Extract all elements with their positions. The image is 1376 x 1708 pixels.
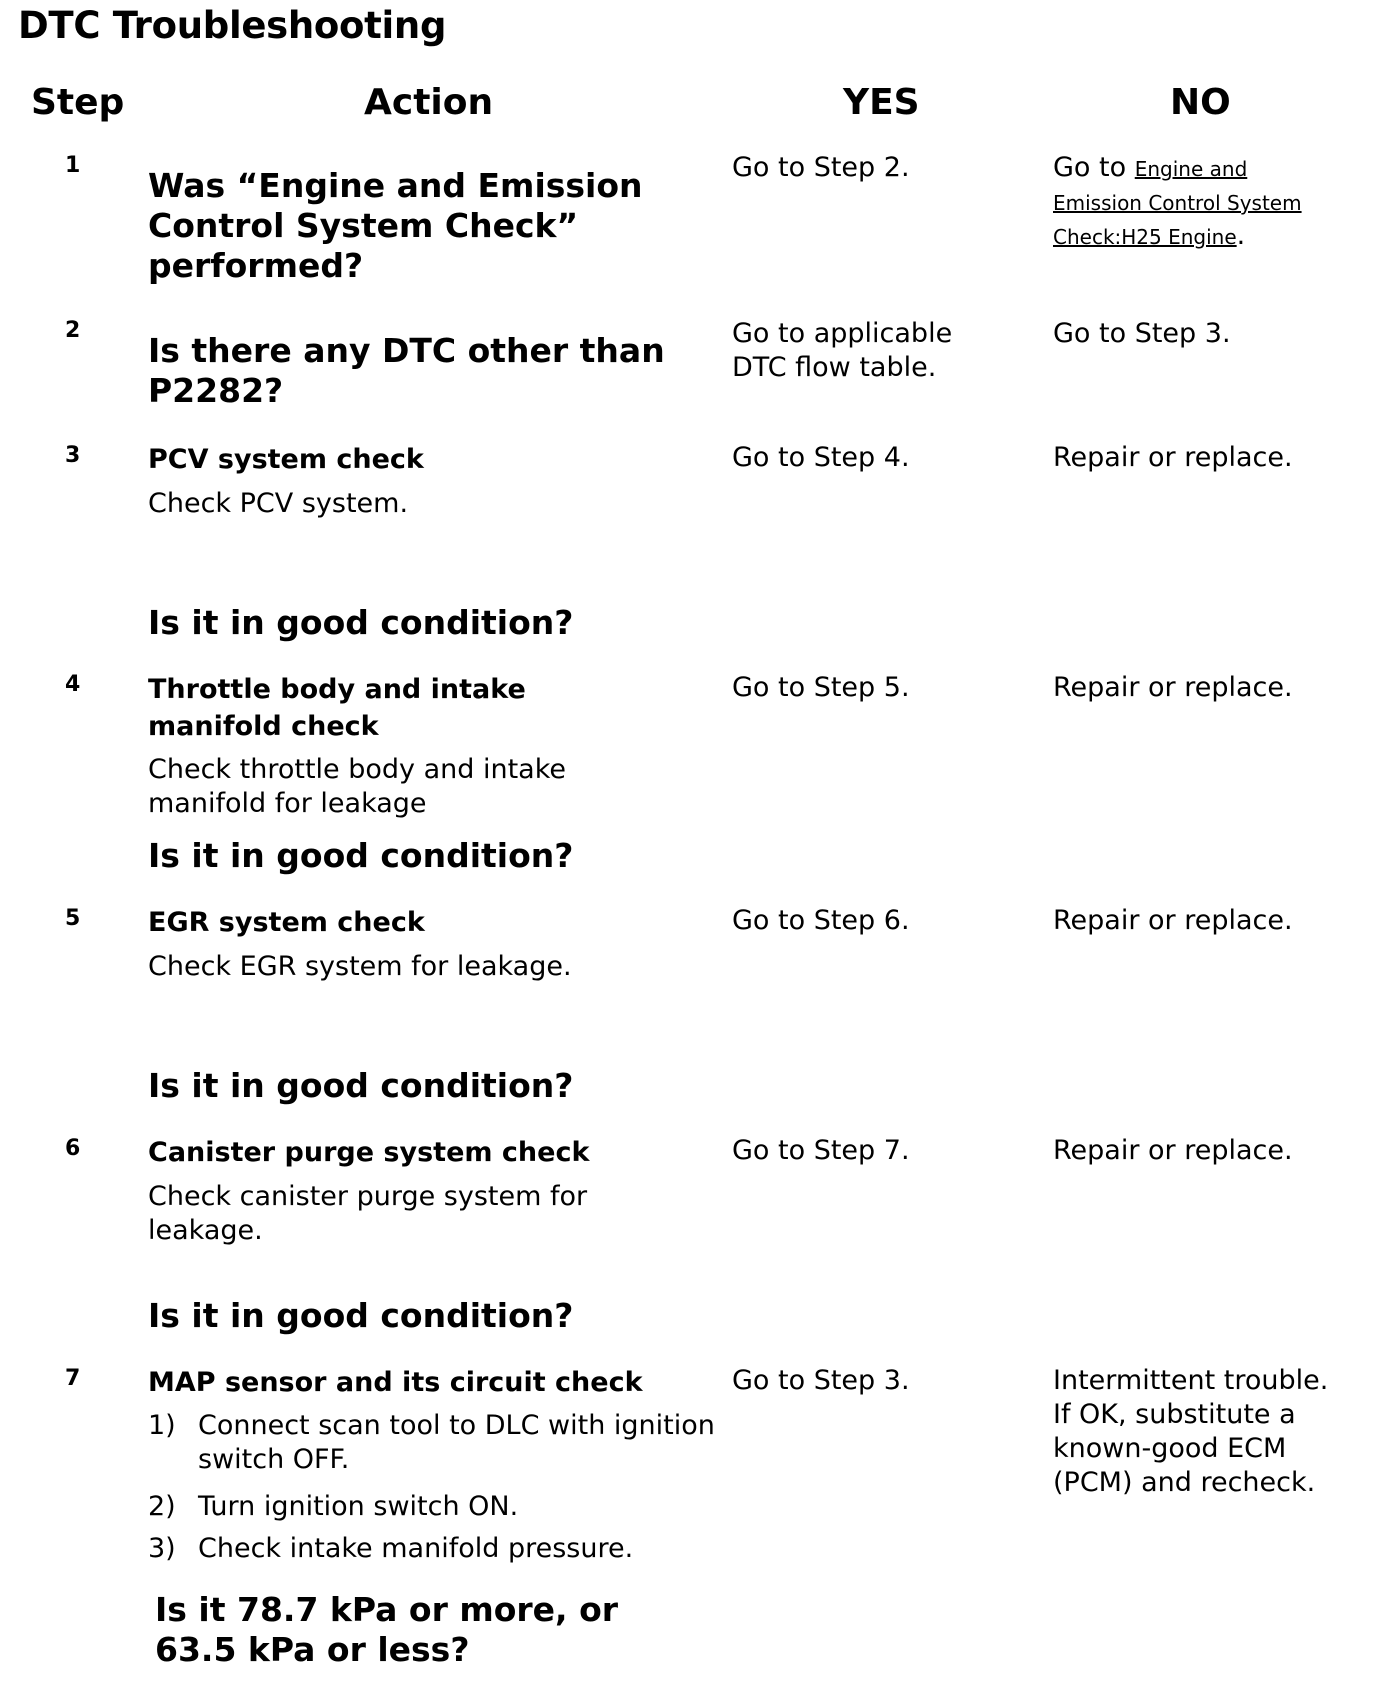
- step-number-2: 2: [65, 318, 81, 343]
- step-6-yes: Go to Step 7.: [732, 1135, 910, 1166]
- list-item-number: 1): [148, 1410, 176, 1441]
- step-5-question: Is it in good condition?: [148, 1066, 574, 1105]
- step-number-5: 5: [65, 906, 81, 931]
- step-7-yes: Go to Step 3.: [732, 1365, 910, 1396]
- step-number-4: 4: [65, 672, 81, 697]
- step-3-no: Repair or replace.: [1053, 442, 1293, 473]
- step-4-yes: Go to Step 5.: [732, 672, 910, 703]
- step-6-no: Repair or replace.: [1053, 1135, 1293, 1166]
- list-item-text: Turn ignition switch ON.: [198, 1491, 519, 1522]
- step-1-no-prefix: Go to: [1053, 152, 1127, 183]
- page-title: DTC Troubleshooting: [18, 4, 447, 47]
- step-number-3: 3: [65, 443, 81, 468]
- step-7-question: Is it 78.7 kPa or more, or 63.5 kPa or less?: [155, 1590, 619, 1669]
- step-4-question: Is it in good condition?: [148, 836, 574, 875]
- engine-emission-check-link[interactable]: Engine and Emission Control System Check:H25 Engine: [1053, 157, 1302, 249]
- step-6-detail: Check canister purge system for leakage.: [148, 1181, 588, 1246]
- step-1-question: Was “Engine and Emission Control System Check” performed?: [148, 166, 643, 285]
- step-6-subtitle: Canister purge system check: [148, 1137, 590, 1168]
- step-1-yes: Go to Step 2.: [732, 152, 910, 183]
- step-2-no: Go to Step 3.: [1053, 318, 1231, 349]
- step-3-subtitle: PCV system check: [148, 444, 424, 475]
- step-7-subtitle: MAP sensor and its circuit check: [148, 1367, 643, 1398]
- column-header-action: Action: [364, 82, 494, 123]
- step-5-no: Repair or replace.: [1053, 905, 1293, 936]
- step-4-no: Repair or replace.: [1053, 672, 1293, 703]
- step-1-no-suffix: .: [1236, 220, 1246, 251]
- step-4-subtitle: Throttle body and intake manifold check: [148, 674, 526, 742]
- step-3-detail: Check PCV system.: [148, 488, 409, 519]
- column-header-step: Step: [31, 82, 125, 123]
- step-4-detail: Check throttle body and intake manifold for leakage: [148, 754, 566, 819]
- step-1-no: [1053, 151, 1313, 253]
- step-6-question: Is it in good condition?: [148, 1296, 574, 1335]
- step-5-yes: Go to Step 6.: [732, 905, 910, 936]
- list-item-text: Connect scan tool to DLC with ignition switch OFF.: [198, 1410, 715, 1475]
- list-item-text: Check intake manifold pressure.: [198, 1533, 634, 1564]
- column-header-yes: YES: [843, 82, 920, 123]
- step-2-question: Is there any DTC other than P2282?: [148, 331, 665, 410]
- step-number-6: 6: [65, 1136, 81, 1161]
- list-item-number: 3): [148, 1533, 176, 1564]
- step-2-yes: Go to applicable DTC flow table.: [732, 318, 953, 383]
- column-header-no: NO: [1170, 82, 1231, 123]
- step-3-yes: Go to Step 4.: [732, 442, 910, 473]
- step-number-1: 1: [65, 153, 81, 178]
- step-7-no: Intermittent trouble. If OK, substitute a known-good ECM (PCM) and recheck.: [1053, 1365, 1329, 1498]
- step-number-7: 7: [65, 1366, 81, 1391]
- step-5-subtitle: EGR system check: [148, 907, 425, 938]
- step-3-question: Is it in good condition?: [148, 603, 574, 642]
- list-item-number: 2): [148, 1491, 176, 1522]
- step-5-detail: Check EGR system for leakage.: [148, 951, 572, 982]
